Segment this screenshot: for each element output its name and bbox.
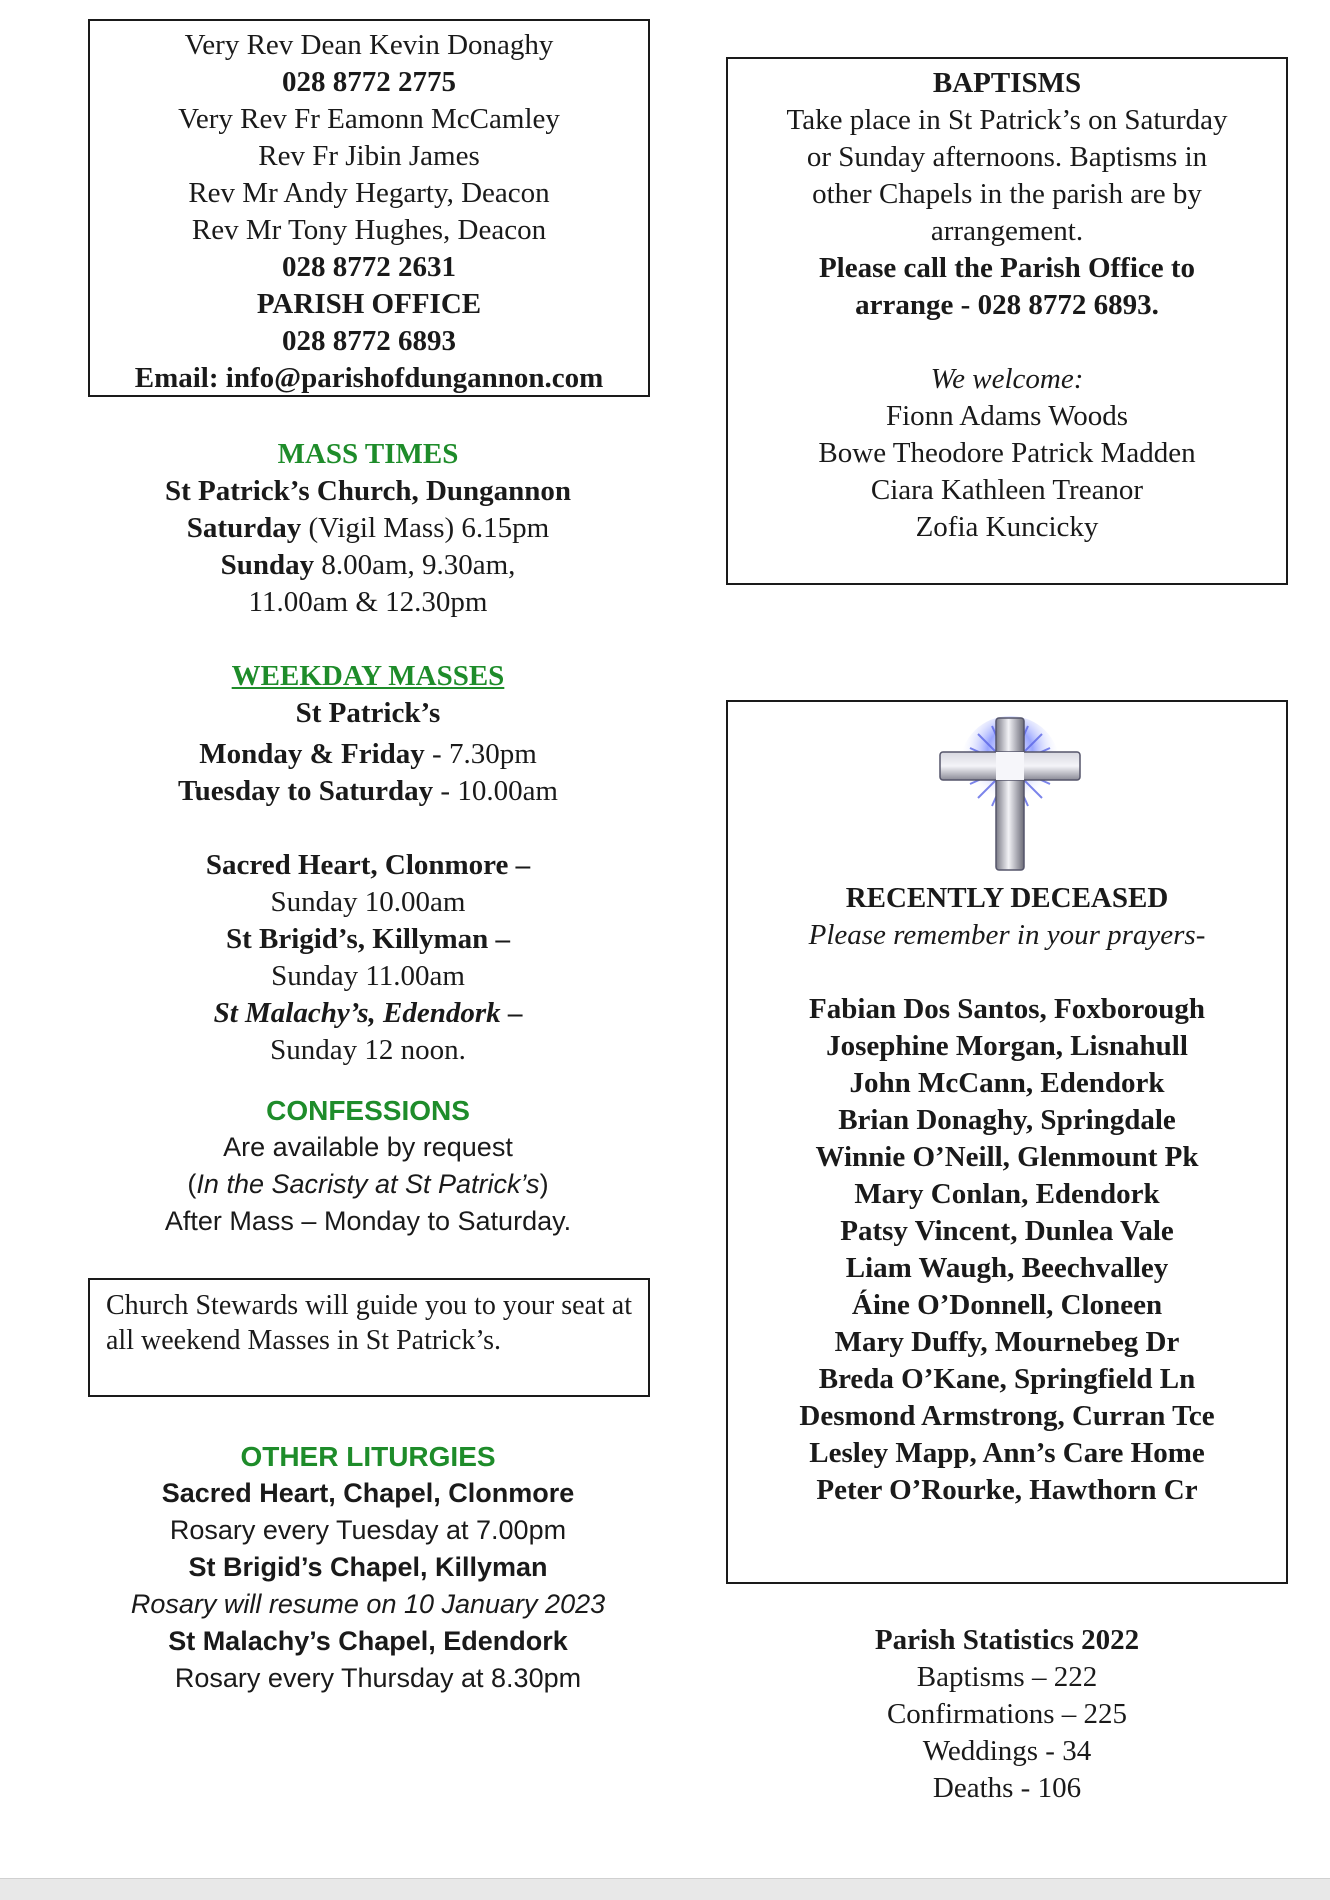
deceased-heading: RECENTLY DECEASED [845,882,1169,914]
confessions-heading: CONFESSIONS [266,1095,470,1126]
baptisms-body: or Sunday afternoons. Baptisms in [806,141,1208,173]
confessions-section [88,1092,648,1240]
chapel-name [88,995,648,1032]
weekday-line [88,736,648,773]
chapel-time: Sunday 11.00am [271,960,465,992]
deceased-name: Peter O’Rourke, Hawthorn Cr [816,1474,1198,1506]
chapel-name: St Brigid’s, Killyman – [225,923,511,955]
deceased-name: Breda O’Kane, Springfield Ln [818,1363,1196,1395]
saturday-time: (Vigil Mass) 6.15pm [301,512,550,544]
other-liturgies-heading: OTHER LITURGIES [240,1441,496,1472]
statistics-line: Baptisms – 222 [916,1661,1098,1693]
chapel-time: Sunday 10.00am [270,886,466,918]
cross-icon [934,714,1086,874]
liturgy-note: Rosary every Tuesday at 7.00pm [169,1515,567,1545]
statistics-line: Confirmations – 225 [886,1698,1128,1730]
clergy-phone: 028 8772 2775 [282,66,456,98]
baptism-name: Fionn Adams Woods [885,400,1129,432]
sunday-time: 8.00am, 9.30am, [314,549,516,581]
baptisms-call: Please call the Parish Office to [818,252,1196,284]
deceased-name: Lesley Mapp, Ann’s Care Home [809,1437,1205,1469]
weekday-masses-heading: WEEKDAY MASSES [231,660,505,692]
parish-statistics-section [726,1622,1288,1807]
baptisms-heading: BAPTISMS [932,67,1082,99]
saturday-label: Saturday [186,512,302,544]
mass-times-section [88,436,648,621]
baptisms-box [726,57,1288,585]
deceased-box [726,700,1288,1584]
liturgy-chapel: Sacred Heart, Chapel, Clonmore [161,1478,575,1508]
baptisms-body: arrangement. [930,215,1084,247]
deceased-subheading: Please remember in your prayers- [808,919,1206,951]
confessions-line [88,1166,648,1203]
chapel-time: Sunday 12 noon. [270,1034,466,1066]
baptisms-call: arrange - 028 8772 6893. [855,289,1159,321]
confessions-line: Are available by request [223,1132,513,1162]
deceased-name: John McCann, Edendork [849,1067,1165,1099]
clergy-line: Very Rev Dean Kevin Donaghy [184,29,554,61]
chapel-name: Sacred Heart, Clonmore – [205,849,531,881]
stewards-text: Church Stewards will guide you to your seat at all weekend Masses in St Patrick’s. [106,1290,632,1356]
clergy-line: Rev Mr Andy Hegarty, Deacon [188,177,550,209]
welcome-label: We welcome: [930,363,1084,395]
weekday-masses-section [88,658,648,1069]
clergy-line: Rev Fr Jibin James [258,140,480,172]
weekday-time: - 10.00am [433,775,558,807]
weekday-label: Tuesday to Saturday [177,775,434,807]
liturgy-chapel: St Brigid’s Chapel, Killyman [188,1552,548,1582]
deceased-name: Liam Waugh, Beechvalley [845,1252,1169,1284]
statistics-line: Weddings - 34 [922,1735,1092,1767]
weekday-church: St Patrick’s [295,697,441,729]
parish-email: Email: info@parishofdungannon.com [134,362,604,394]
clergy-contact-box [88,19,650,397]
weekday-time: - 7.30pm [424,738,537,770]
deceased-name: Brian Donaghy, Springdale [838,1104,1176,1136]
deceased-name: Patsy Vincent, Dunlea Vale [840,1215,1174,1247]
paren-open: ( [187,1169,197,1199]
baptism-name: Zofia Kuncicky [915,511,1099,543]
deceased-name: Áine O’Donnell, Cloneen [851,1289,1163,1321]
deceased-name: Winnie O’Neill, Glenmount Pk [815,1141,1199,1173]
liturgy-note: Rosary every Thursday at 8.30pm [174,1663,582,1693]
deceased-name: Mary Duffy, Mournebeg Dr [834,1326,1180,1358]
parish-office-label: PARISH OFFICE [256,288,482,320]
baptism-name: Ciara Kathleen Treanor [870,474,1144,506]
deceased-name: Fabian Dos Santos, Foxborough [809,993,1205,1025]
confessions-line: After Mass – Monday to Saturday. [164,1206,572,1236]
weekday-label: Monday & Friday [199,738,425,770]
chapel-dash: – [500,997,523,1029]
sunday-mass [88,547,648,584]
paren-close: ) [539,1169,549,1199]
baptisms-body: Take place in St Patrick’s on Saturday [786,104,1228,136]
saturday-mass [88,510,648,547]
viewer-bottom-bar [0,1878,1330,1900]
statistics-line: Deaths - 106 [932,1772,1082,1804]
weekday-line [88,773,648,810]
sunday-label: Sunday [220,549,315,581]
statistics-heading: Parish Statistics 2022 [874,1624,1140,1656]
mass-times-heading: MASS TIMES [277,438,459,470]
baptisms-body: other Chapels in the parish are by [812,178,1202,210]
deceased-name: Mary Conlan, Edendork [854,1178,1160,1210]
sunday-time-cont: 11.00am & 12.30pm [248,586,488,618]
sacristy-note: In the Sacristy at St Patrick’s [196,1169,540,1199]
clergy-line: Rev Mr Tony Hughes, Deacon [191,214,547,246]
mass-church: St Patrick’s Church, Dungannon [164,475,572,507]
liturgy-chapel: St Malachy’s Chapel, Edendork [168,1626,568,1656]
stewards-box [88,1278,650,1397]
parish-office-phone: 028 8772 6893 [282,325,456,357]
baptism-name: Bowe Theodore Patrick Madden [818,437,1196,469]
clergy-line: Very Rev Fr Eamonn McCamley [178,103,560,135]
deceased-name: Desmond Armstrong, Curran Tce [799,1400,1215,1432]
deceased-name: Josephine Morgan, Lisnahull [826,1030,1188,1062]
other-liturgies-section [88,1438,648,1697]
liturgy-note: Rosary will resume on 10 January 2023 [130,1589,606,1619]
clergy-phone: 028 8772 2631 [282,251,456,283]
chapel-name-italic: St Malachy’s, Edendork [213,997,501,1029]
